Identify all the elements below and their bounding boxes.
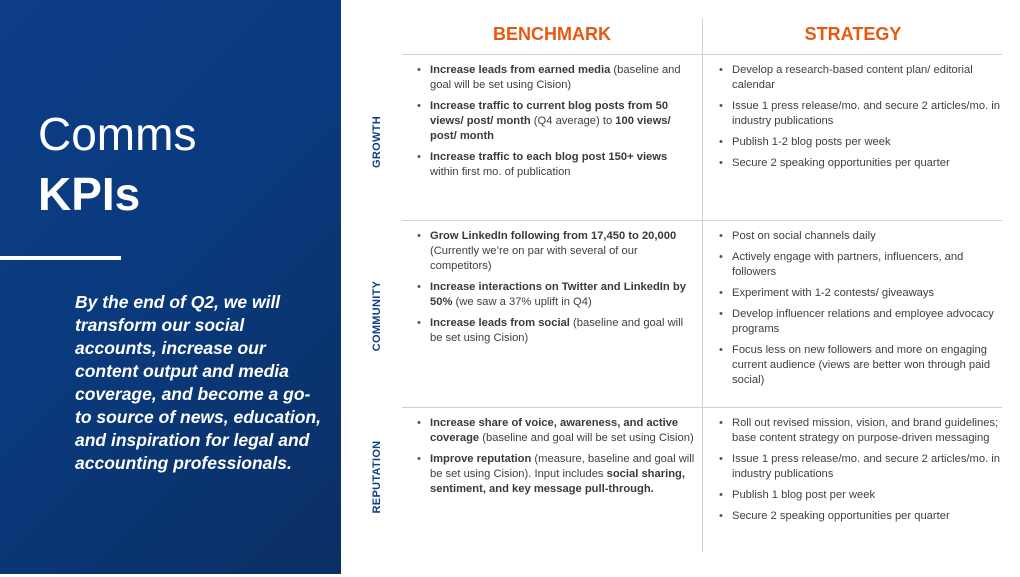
- list-item: • Issue 1 press release/mo. and secure 2 articles/mo. in industry publications: [716, 452, 1000, 482]
- title-divider: [0, 256, 121, 260]
- list-item: • Increase share of voice, awareness, and active coverage (baseline and goal will be set using Cision): [414, 416, 696, 446]
- benchmark-header: BENCHMARK: [493, 24, 611, 44]
- list-item: • Increase leads from social (baseline and goal will be set using Cision): [414, 316, 696, 346]
- list-item: • Develop a research-based content plan/ editorial calendar: [716, 63, 1000, 93]
- list-item: • Post on social channels daily: [716, 229, 1000, 244]
- community-benchmark-list: [414, 229, 696, 352]
- strategy-header: STRATEGY: [804, 24, 902, 44]
- community-strategy-list: [716, 229, 1000, 394]
- list-item: • Roll out revised mission, vision, and brand guidelines; base content strategy on purpose-driven messaging: [716, 416, 1000, 446]
- list-item: • Publish 1-2 blog posts per week: [716, 135, 1000, 150]
- title-kpis: KPIs: [38, 168, 141, 220]
- list-item: • Secure 2 speaking opportunities per quarter: [716, 156, 1000, 171]
- list-item: • Develop influencer relations and employee advocacy programs: [716, 307, 1000, 337]
- left-panel: [0, 0, 341, 574]
- summary-text: By the end of Q2, we will transform our social accounts, increase our content output and media coverage, and become a go-to source of news, education, and inspiration for legal and accounting professionals.: [75, 292, 322, 473]
- list-item: • Publish 1 blog post per week: [716, 488, 1000, 503]
- title-comms: Comms: [38, 108, 197, 160]
- list-item: • Actively engage with partners, influencers, and followers: [716, 250, 1000, 280]
- list-item: • Experiment with 1-2 contests/ giveaways: [716, 286, 1000, 301]
- list-item: • Secure 2 speaking opportunities per quarter: [716, 509, 1000, 524]
- row-label-growth: GROWTH: [371, 116, 383, 168]
- column-divider: [702, 18, 703, 552]
- list-item: • Increase traffic to each blog post 150+ views within first mo. of publication: [414, 150, 696, 180]
- growth-strategy-list: [716, 63, 1000, 177]
- list-item: • Focus less on new followers and more on engaging current audience (views are better won through paid social): [716, 343, 1000, 388]
- growth-benchmark-list: [414, 63, 696, 186]
- list-item: • Increase traffic to current blog posts from 50 views/ post/ month (Q4 average) to 100 views/ post/ month: [414, 99, 696, 144]
- reputation-strategy-list: [716, 416, 1000, 530]
- list-item: • Increase interactions on Twitter and LinkedIn by 50% (we saw a 37% uplift in Q4): [414, 280, 696, 310]
- reputation-benchmark-list: [414, 416, 696, 503]
- list-item: • Issue 1 press release/mo. and secure 2 articles/mo. in industry publications: [716, 99, 1000, 129]
- list-item: • Grow LinkedIn following from 17,450 to 20,000 (Currently we’re on par with several of our competitors): [414, 229, 696, 274]
- list-item: • Improve reputation (measure, baseline and goal will be set using Cision). Input includes social sharing, sentiment, and key message pull-through.: [414, 452, 696, 497]
- row-label-community: COMMUNITY: [371, 280, 383, 352]
- row-label-reputation: REPUTATION: [371, 440, 383, 514]
- list-item: • Increase leads from earned media (baseline and goal will be set using Cision): [414, 63, 696, 93]
